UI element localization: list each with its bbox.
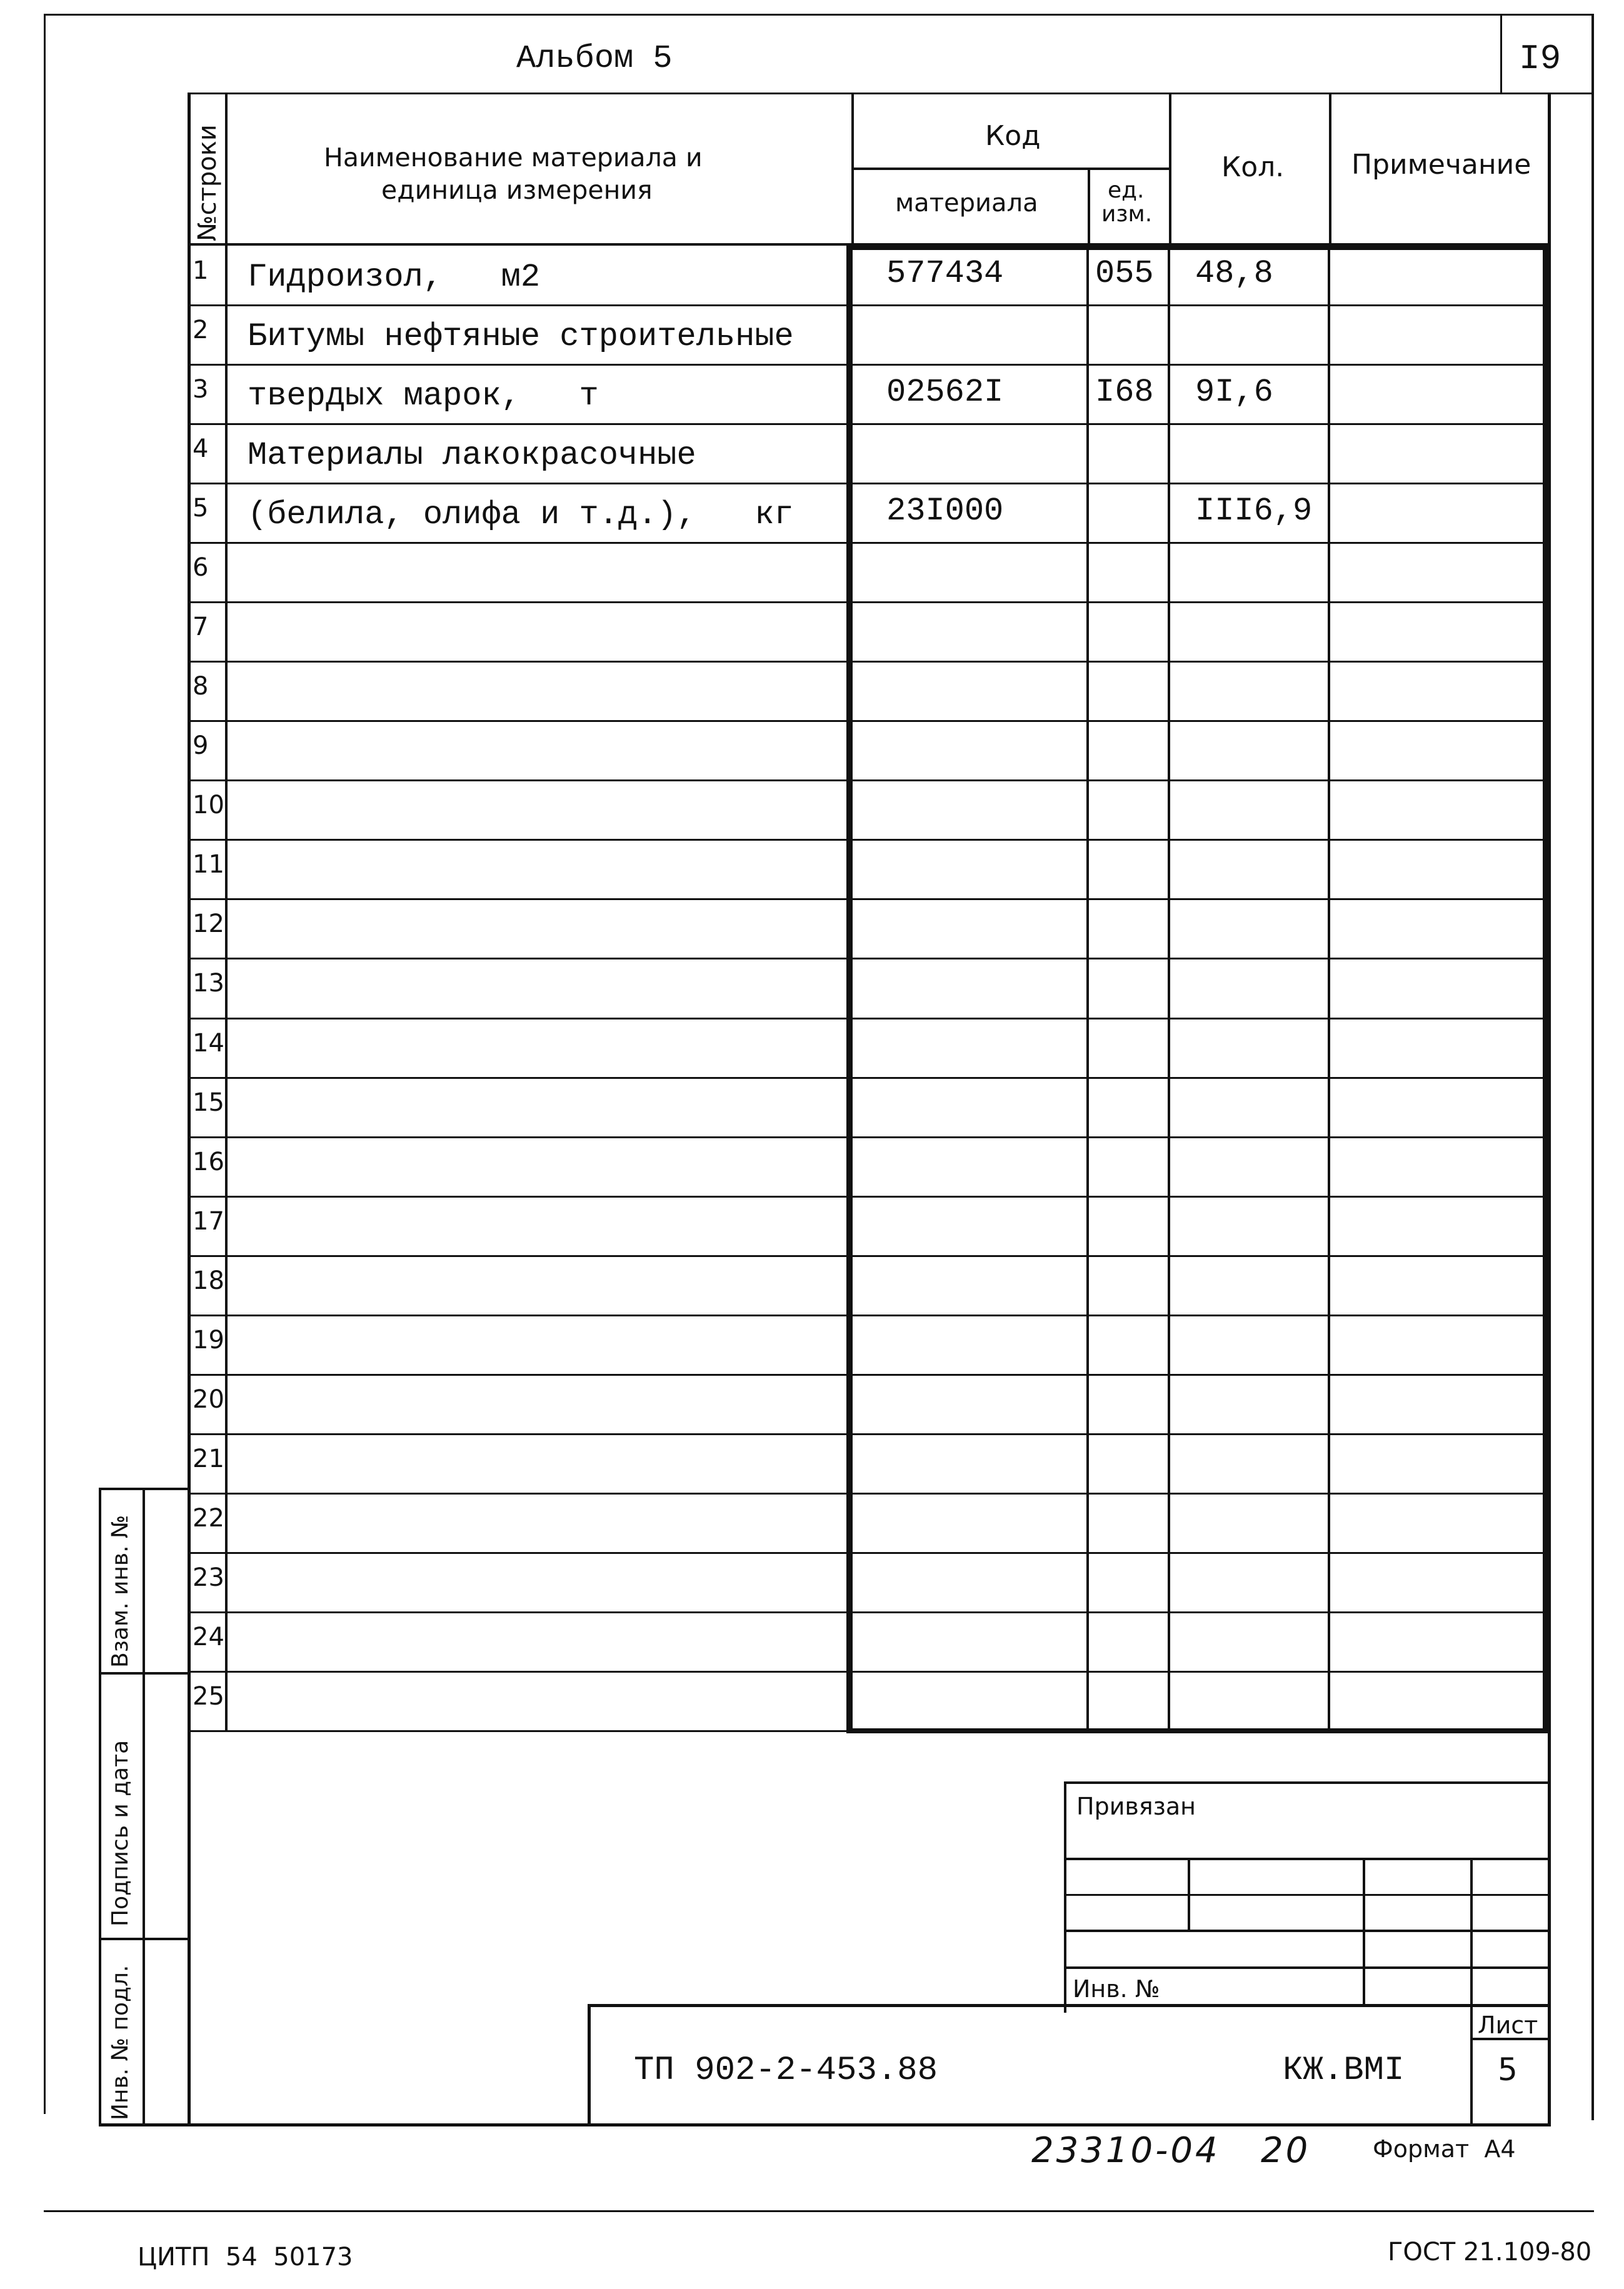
row-rule xyxy=(188,1671,1548,1673)
format-label: Формат А4 xyxy=(1373,2135,1516,2163)
row-rule xyxy=(188,898,1548,900)
tb-main-left xyxy=(588,2004,591,2126)
tb-doc-code: ТП 902-2-453.88 xyxy=(634,2051,938,2090)
row-qty: III6,9 xyxy=(1195,493,1313,529)
row-number: 9 xyxy=(193,731,209,760)
header-col-name xyxy=(225,93,228,1730)
row-rule xyxy=(188,1315,1548,1316)
row-rule xyxy=(188,1018,1548,1019)
tb-vcol-2 xyxy=(1363,1858,1365,2005)
tb-mark: КЖ.ВМI xyxy=(1283,2051,1405,2090)
header-unit-1: ед. xyxy=(1108,178,1145,203)
row-rule xyxy=(188,720,1548,722)
row-rule xyxy=(188,542,1548,544)
stamp-inner-left xyxy=(143,1488,145,2126)
bold-box-top xyxy=(846,245,1549,250)
row-rule xyxy=(188,958,1548,959)
header-code-split xyxy=(851,168,1170,170)
row-unit: 055 xyxy=(1095,255,1154,292)
tb-privyazan-left xyxy=(1064,1781,1066,2013)
row-rule xyxy=(188,839,1548,841)
row-number: 12 xyxy=(193,909,224,938)
row-number: 25 xyxy=(193,1682,224,1711)
tb-vcol-3 xyxy=(1470,1858,1473,2126)
org-code: ЦИТП 54 50173 xyxy=(138,2243,353,2271)
row-rule xyxy=(188,364,1548,366)
frame-top xyxy=(44,14,1594,16)
frame-right xyxy=(1591,14,1594,2120)
row-number: 6 xyxy=(193,553,209,582)
tb-row-3 xyxy=(1064,1930,1548,1932)
bold-box-left xyxy=(846,243,853,1733)
row-qty: 9I,6 xyxy=(1195,374,1273,411)
row-number: 7 xyxy=(193,613,209,641)
row-rule xyxy=(188,1493,1548,1495)
row-number: 21 xyxy=(193,1445,224,1473)
row-number: 22 xyxy=(193,1504,224,1533)
row-rule xyxy=(188,779,1548,781)
row-number: 14 xyxy=(193,1029,224,1058)
page-box-left xyxy=(1500,14,1502,94)
header-unit-2: изм. xyxy=(1101,201,1153,227)
row-name: твердых марок, т xyxy=(248,378,599,414)
row-number: 18 xyxy=(193,1266,224,1295)
row-number: 13 xyxy=(193,969,224,998)
row-number: 1 xyxy=(193,256,209,285)
row-name: Гидроизол, м2 xyxy=(248,259,541,296)
tb-list-label: Лист xyxy=(1478,2011,1538,2039)
row-rule xyxy=(188,1611,1548,1613)
row-number: 19 xyxy=(193,1326,224,1355)
col-unit xyxy=(1086,243,1089,1731)
stamp-top xyxy=(99,1488,190,1490)
row-number: 8 xyxy=(193,672,209,701)
row-number: 15 xyxy=(193,1088,224,1117)
row-rule xyxy=(188,1552,1548,1554)
tb-vcol-1 xyxy=(1188,1858,1190,1931)
inner-frame-top xyxy=(188,93,1591,94)
row-number: 5 xyxy=(193,494,209,523)
tb-row-4 xyxy=(1064,1966,1548,1969)
row-rule xyxy=(188,1136,1548,1138)
row-rule xyxy=(188,1433,1548,1435)
header-row-no: №строки xyxy=(193,124,222,241)
row-number: 24 xyxy=(193,1623,224,1651)
row-name: (белила, олифа и т.д.), кг xyxy=(248,496,794,533)
header-col-note xyxy=(1329,93,1331,243)
col-note xyxy=(1328,243,1330,1731)
row-rule xyxy=(188,483,1548,484)
row-number: 20 xyxy=(193,1385,224,1414)
row-rule xyxy=(188,1255,1548,1257)
row-unit: I68 xyxy=(1095,374,1154,411)
tb-privyazan: Привязан xyxy=(1076,1793,1196,1820)
album-title: Альбом 5 xyxy=(516,40,673,77)
stamp-outer-left xyxy=(99,1488,101,2126)
row-rule xyxy=(188,304,1548,306)
row-code: 577434 xyxy=(886,255,1004,292)
row-number: 17 xyxy=(193,1207,224,1236)
table-bottom xyxy=(188,1730,1548,1732)
col-qty xyxy=(1168,243,1170,1731)
row-number: 10 xyxy=(193,791,224,819)
row-name: Материалы лакокрасочные xyxy=(248,437,696,474)
tb-inv-no: Инв. № xyxy=(1073,1975,1160,2003)
header-code: Код xyxy=(985,120,1041,152)
tb-main-top xyxy=(588,2004,1548,2007)
inner-frame-left xyxy=(188,93,191,2125)
stamp-inv-podl: Инв. № подл. xyxy=(108,1965,133,2120)
frame-left xyxy=(44,14,46,2114)
row-rule xyxy=(188,423,1548,425)
stamp-podpis-data: Подпись и дата xyxy=(108,1740,133,1926)
page-number: I9 xyxy=(1519,39,1561,79)
bold-box-right xyxy=(1543,243,1549,1733)
row-rule xyxy=(188,1196,1548,1198)
tb-row-2 xyxy=(1064,1894,1548,1896)
header-qty: Кол. xyxy=(1221,151,1285,183)
handwritten-number: 23310-04 20 xyxy=(1031,2130,1311,2171)
row-name: Битумы нефтяные строительные xyxy=(248,318,794,355)
stamp-div-2 xyxy=(99,1938,190,1940)
row-code: 23I000 xyxy=(886,493,1004,529)
row-rule xyxy=(188,601,1548,603)
row-rule xyxy=(188,1077,1548,1079)
bottom-rule xyxy=(44,2210,1594,2212)
row-rule xyxy=(188,661,1548,663)
gost-label: ГОСТ 21.109-80 xyxy=(1388,2238,1592,2266)
header-code-material: материала xyxy=(895,189,1038,218)
stamp-vzam-inv: Взам. инв. № xyxy=(108,1515,133,1668)
row-number: 3 xyxy=(193,375,209,404)
inner-frame-bottom xyxy=(99,2123,1551,2126)
tb-list-no: 5 xyxy=(1498,2051,1518,2088)
row-number: 16 xyxy=(193,1148,224,1176)
stamp-div-1 xyxy=(99,1672,190,1675)
tb-row-1 xyxy=(1064,1858,1548,1860)
row-number: 4 xyxy=(193,434,209,463)
header-col-unit xyxy=(1088,169,1090,243)
row-rule xyxy=(188,1374,1548,1376)
header-name-line2: единица измерения xyxy=(381,175,653,205)
tb-privyazan-top xyxy=(1064,1781,1548,1784)
row-number: 11 xyxy=(193,850,224,879)
header-note: Примечание xyxy=(1351,149,1531,181)
row-number: 23 xyxy=(193,1563,224,1592)
row-code: 02562I xyxy=(886,374,1004,411)
header-name-line1: Наименование материала и xyxy=(324,143,703,173)
row-qty: 48,8 xyxy=(1195,255,1273,292)
row-number: 2 xyxy=(193,316,209,344)
